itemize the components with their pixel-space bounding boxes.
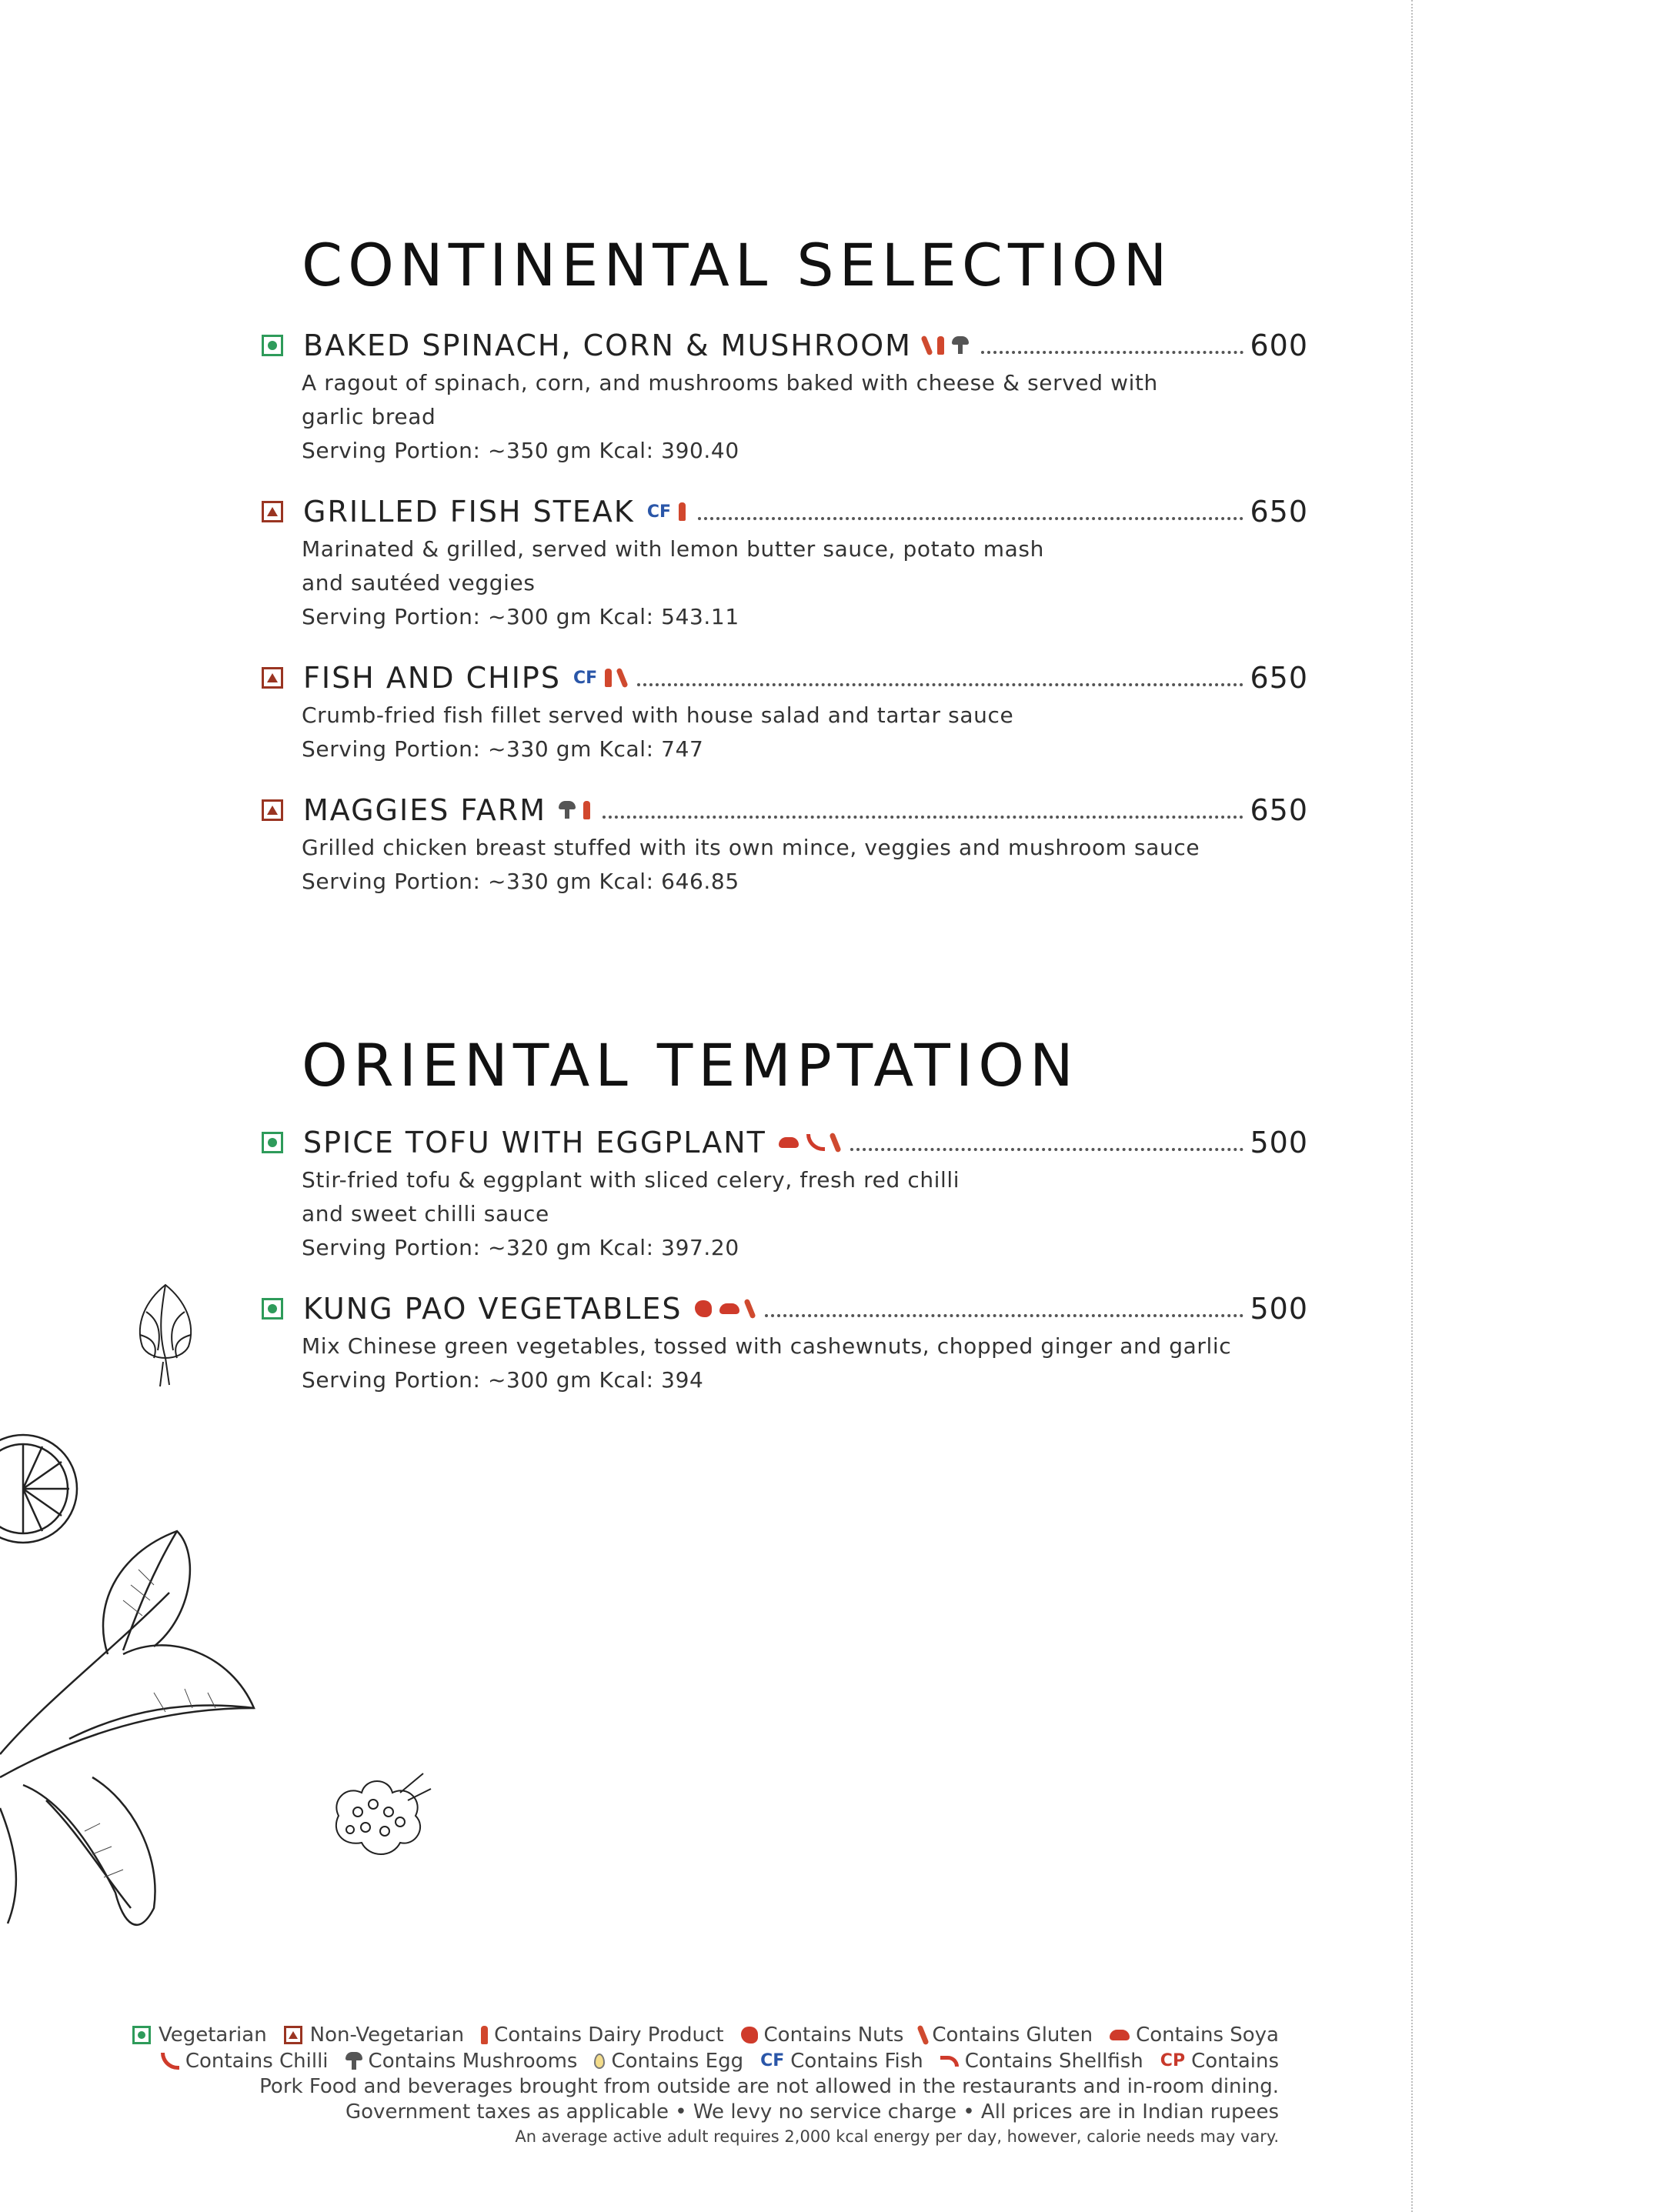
dot-leaders	[765, 1314, 1244, 1317]
item-name: GRILLED FISH STEAK	[303, 495, 635, 529]
mushroom-icon	[952, 336, 969, 355]
soya-icon	[719, 1303, 739, 1314]
leafy-greens-illustration	[0, 1523, 277, 1954]
gluten-icon	[917, 2025, 930, 2046]
allergen-icons	[779, 1133, 838, 1153]
dot-leaders	[698, 517, 1243, 520]
calorie-note: An average active adult requires 2,000 kcal energy per day, however, calorie needs may vary.	[515, 2127, 1279, 2146]
item-name: KUNG PAO VEGETABLES	[303, 1292, 683, 1326]
menu-item-maggies-farm	[262, 791, 1308, 899]
legend-fish: Contains Fish	[790, 2050, 923, 2073]
item-description	[302, 1330, 1308, 1397]
non-vegetarian-icon	[262, 667, 283, 689]
gluten-icon	[743, 1299, 756, 1320]
non-vegetarian-icon	[284, 2026, 302, 2044]
soya-icon	[779, 1137, 799, 1148]
dairy-icon	[679, 502, 686, 521]
legend-row	[185, 2048, 1279, 2074]
nuts-icon	[741, 2027, 758, 2044]
chilli-icon	[806, 1134, 825, 1151]
description-line: Grilled chicken breast stuffed with its own mince, veggies and mushroom sauce	[302, 835, 1200, 860]
fish-icon: CF	[572, 668, 598, 688]
dotted-page-edge	[1411, 0, 1413, 2212]
serving-portion: Serving Portion: ~320 gm Kcal: 397.20	[302, 1235, 739, 1260]
tax-note: Government taxes as applicable • We levy no service charge • All prices are in Indian rupees	[345, 2100, 1279, 2124]
section-title-continental: CONTINENTAL SELECTION	[302, 231, 1173, 299]
gluten-icon	[616, 668, 629, 689]
item-description	[302, 1163, 1308, 1265]
mushroom-icon	[559, 801, 576, 819]
description-line: Crumb-fried fish fillet served with house salad and tartar sauce	[302, 702, 1014, 728]
section-title-oriental: ORIENTAL TEMPTATION	[302, 1031, 1079, 1099]
fish-icon: CF	[760, 2051, 785, 2070]
legend-vegetarian: Vegetarian	[158, 2023, 267, 2047]
item-name: SPICE TOFU WITH EGGPLANT	[303, 1126, 766, 1159]
description-line: and sweet chilli sauce	[302, 1201, 549, 1226]
menu-item-fish-and-chips	[262, 659, 1308, 766]
item-price: 650	[1250, 793, 1308, 827]
item-description	[302, 366, 1308, 468]
fish-icon: CF	[646, 502, 672, 522]
item-description	[302, 831, 1308, 899]
dairy-icon	[605, 669, 612, 687]
gluten-icon	[829, 1133, 841, 1153]
shellfish-icon	[940, 2056, 959, 2067]
nuts-icon	[695, 1300, 712, 1317]
legend-dairy: Contains Dairy Product	[494, 2023, 724, 2047]
legend-gluten: Contains Gluten	[932, 2023, 1093, 2047]
legend-soya: Contains Soya	[1136, 2023, 1279, 2047]
legend-shellfish: Contains Shellfish	[964, 2050, 1143, 2073]
menu-item-kung-pao	[262, 1289, 1308, 1397]
gluten-icon	[920, 335, 933, 356]
vegetarian-icon	[262, 335, 283, 356]
item-price: 650	[1250, 661, 1308, 695]
dairy-icon	[583, 801, 590, 819]
serving-portion: Serving Portion: ~300 gm Kcal: 543.11	[302, 604, 739, 629]
serving-portion: Serving Portion: ~330 gm Kcal: 747	[302, 736, 704, 762]
description-line: Marinated & grilled, served with lemon butter sauce, potato mash	[302, 536, 1044, 562]
dot-leaders	[603, 816, 1243, 819]
serving-portion: Serving Portion: ~330 gm Kcal: 646.85	[302, 869, 739, 894]
legend-egg: Contains Egg	[611, 2050, 744, 2073]
vegetarian-icon	[262, 1132, 283, 1153]
item-price: 600	[1250, 329, 1308, 362]
allergen-icons	[573, 668, 625, 688]
artichoke-illustration	[123, 1277, 208, 1393]
vegetarian-icon	[132, 2026, 151, 2044]
serving-portion: Serving Portion: ~350 gm Kcal: 390.40	[302, 438, 739, 463]
allergen-icons	[695, 1299, 753, 1319]
non-vegetarian-icon	[262, 799, 283, 821]
pork-icon: CP	[1160, 2051, 1186, 2070]
legend-pork: Contains	[1191, 2050, 1279, 2073]
item-name: FISH AND CHIPS	[303, 661, 561, 695]
legend-non-vegetarian: Non-Vegetarian	[309, 2023, 465, 2047]
serving-portion: Serving Portion: ~300 gm Kcal: 394	[302, 1367, 704, 1393]
dot-leaders	[637, 683, 1243, 686]
allergen-icons	[559, 801, 590, 819]
legend	[158, 2022, 1279, 2148]
description-line: Mix Chinese green vegetables, tossed with cashewnuts, chopped ginger and garlic	[302, 1333, 1232, 1359]
legend-row	[158, 2022, 1279, 2048]
item-name: MAGGIES FARM	[303, 793, 546, 827]
allergen-icons	[924, 335, 969, 355]
item-price: 650	[1250, 495, 1308, 529]
egg-icon	[594, 2054, 605, 2069]
vegetarian-icon	[262, 1298, 283, 1320]
chilli-icon	[161, 2053, 179, 2070]
item-price: 500	[1250, 1126, 1308, 1159]
description-line: and sautéed veggies	[302, 570, 536, 596]
allergen-icons	[647, 502, 686, 522]
menu-item-baked-spinach	[262, 326, 1308, 468]
item-price: 500	[1250, 1292, 1308, 1326]
description-line: A ragout of spinach, corn, and mushrooms baked with cheese & served with	[302, 370, 1158, 395]
dot-leaders	[850, 1148, 1244, 1151]
legend-chilli: Contains Chilli	[185, 2050, 329, 2073]
legend-nuts: Contains Nuts	[763, 2023, 904, 2047]
item-description	[302, 532, 1308, 634]
non-vegetarian-icon	[262, 501, 283, 522]
broccoli-illustration	[323, 1770, 439, 1870]
menu-item-spice-tofu	[262, 1123, 1308, 1265]
item-description	[302, 699, 1308, 766]
soya-icon	[1110, 2030, 1130, 2040]
mushroom-icon	[345, 2052, 362, 2070]
description-line: garlic bread	[302, 404, 436, 429]
outside-food-note: Pork Food and beverages brought from outside are not allowed in the restaurants and in-room dining.	[259, 2075, 1279, 2098]
legend-mushrooms: Contains Mushrooms	[368, 2050, 578, 2073]
dot-leaders	[981, 351, 1244, 354]
description-line: Stir-fried tofu & eggplant with sliced celery, fresh red chilli	[302, 1167, 960, 1193]
item-name: BAKED SPINACH, CORN & MUSHROOM	[303, 329, 912, 362]
menu-item-grilled-fish-steak	[262, 492, 1308, 634]
dairy-icon	[937, 336, 944, 355]
dairy-icon	[481, 2026, 488, 2044]
